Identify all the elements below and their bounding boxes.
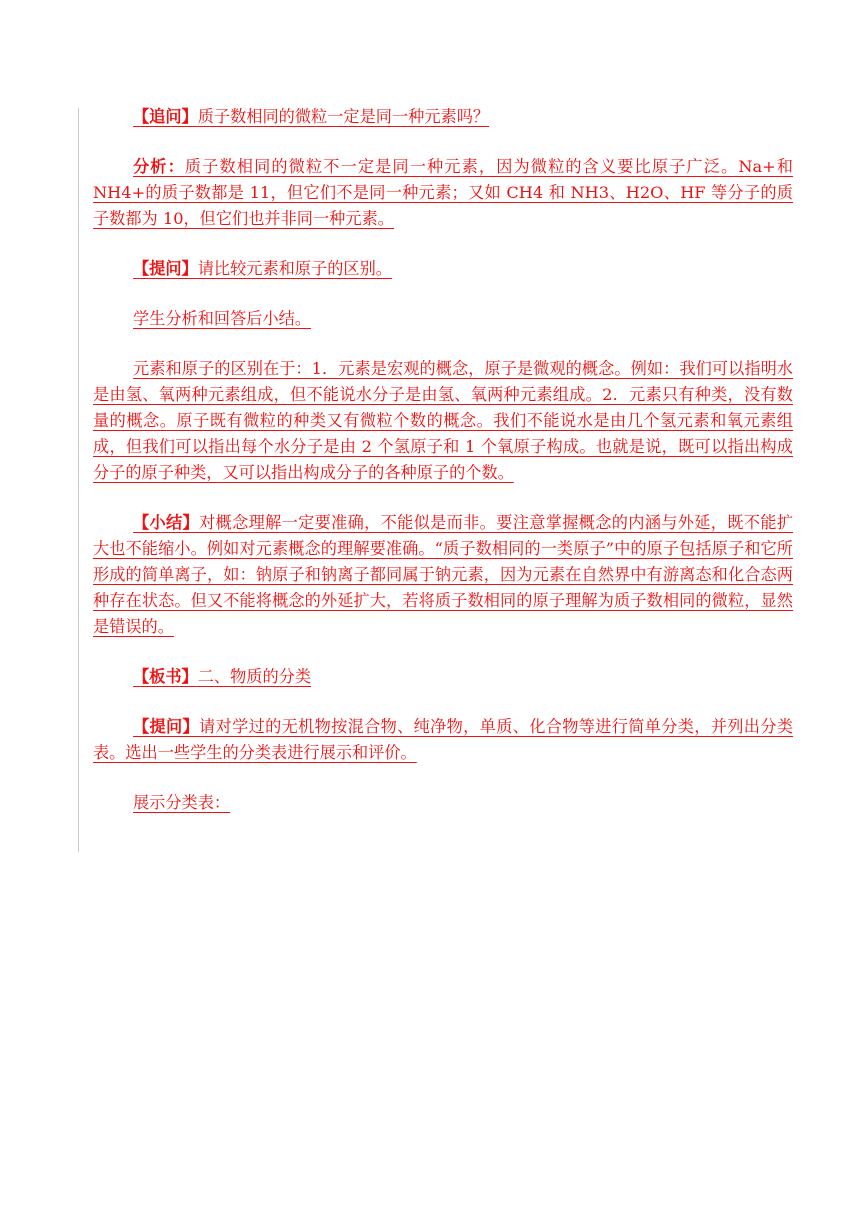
- paragraph-show-table: [93, 790, 793, 816]
- paragraph-text: 二、物质的分类: [197, 667, 312, 686]
- paragraph-text: 质子数相同的微粒一定是同一种元素吗？: [197, 107, 490, 126]
- paragraph-text: 请比较元素和原子的区别。: [197, 259, 392, 278]
- tag-analysis: 分析：: [133, 157, 185, 176]
- margin-rule: [78, 108, 79, 852]
- paragraph-text: 对概念理解一定要准确，不能似是而非。要注意掌握概念的内涵与外延，既不能扩大也不能缩小。例如对元素概念的理解要准确。“质子数相同的一类原子”中的原子包括原子和它所形成的简单离子，如：钠原子和钠离子都同属于钠元素，因为元素在自然界中有游离态和化合态两种存在状态。但又不能将概念的外延扩大，若将质子数相同的原子理解为质子数相同的微粒，显然是错误的。: [93, 513, 794, 636]
- tag-summary: 【小结】: [133, 513, 200, 532]
- document-body: [93, 104, 793, 840]
- paragraph-element-atom-difference: [93, 356, 793, 486]
- paragraph-text: 学生分析和回答后小结。: [133, 309, 312, 328]
- tag-follow-up: 【追问】: [133, 107, 198, 126]
- paragraph-question-classify: [93, 714, 793, 766]
- tag-question: 【提问】: [133, 717, 200, 736]
- paragraph-follow-up-question: [93, 104, 793, 130]
- paragraph-text: 请对学过的无机物按混合物、纯净物，单质、化合物等进行简单分类，并列出分类表。选出一些学生的分类表进行展示和评价。: [93, 717, 794, 762]
- tag-blackboard: 【板书】: [133, 667, 198, 686]
- paragraph-blackboard: [93, 664, 793, 690]
- paragraph-summary: [93, 510, 793, 640]
- paragraph-question-compare: [93, 256, 793, 282]
- paragraph-text: 展示分类表：: [133, 793, 231, 812]
- paragraph-text: 元素和原子的区别在于：1．元素是宏观的概念，原子是微观的概念。例如：我们可以指明水是由氢、氧两种元素组成，但不能说水分子是由氢、氧两种元素组成。2．元素只有种类，没有数量的概念。原子既有微粒的种类又有微粒个数的概念。我们不能说水是由几个氢元素和氧元素组成，但我们可以指出每个水分子是由 2 个氢原子和 1 个氧原子构成。也就是说，既可以指出构成分子的原子种类，又可以指出构成分子的各种原子的个数。: [93, 359, 793, 482]
- paragraph-analysis: [93, 154, 793, 232]
- tag-question: 【提问】: [133, 259, 198, 278]
- paragraph-text: 质子数相同的微粒不一定是同一种元素，因为微粒的含义要比原子广泛。Na+和NH4+的质子数都是 11，但它们不是同一种元素；又如 CH4 和 NH3、H2O、HF 等分子的质子数都为 10，但它们也并非同一种元素。: [93, 157, 793, 228]
- paragraph-student-summary: [93, 306, 793, 332]
